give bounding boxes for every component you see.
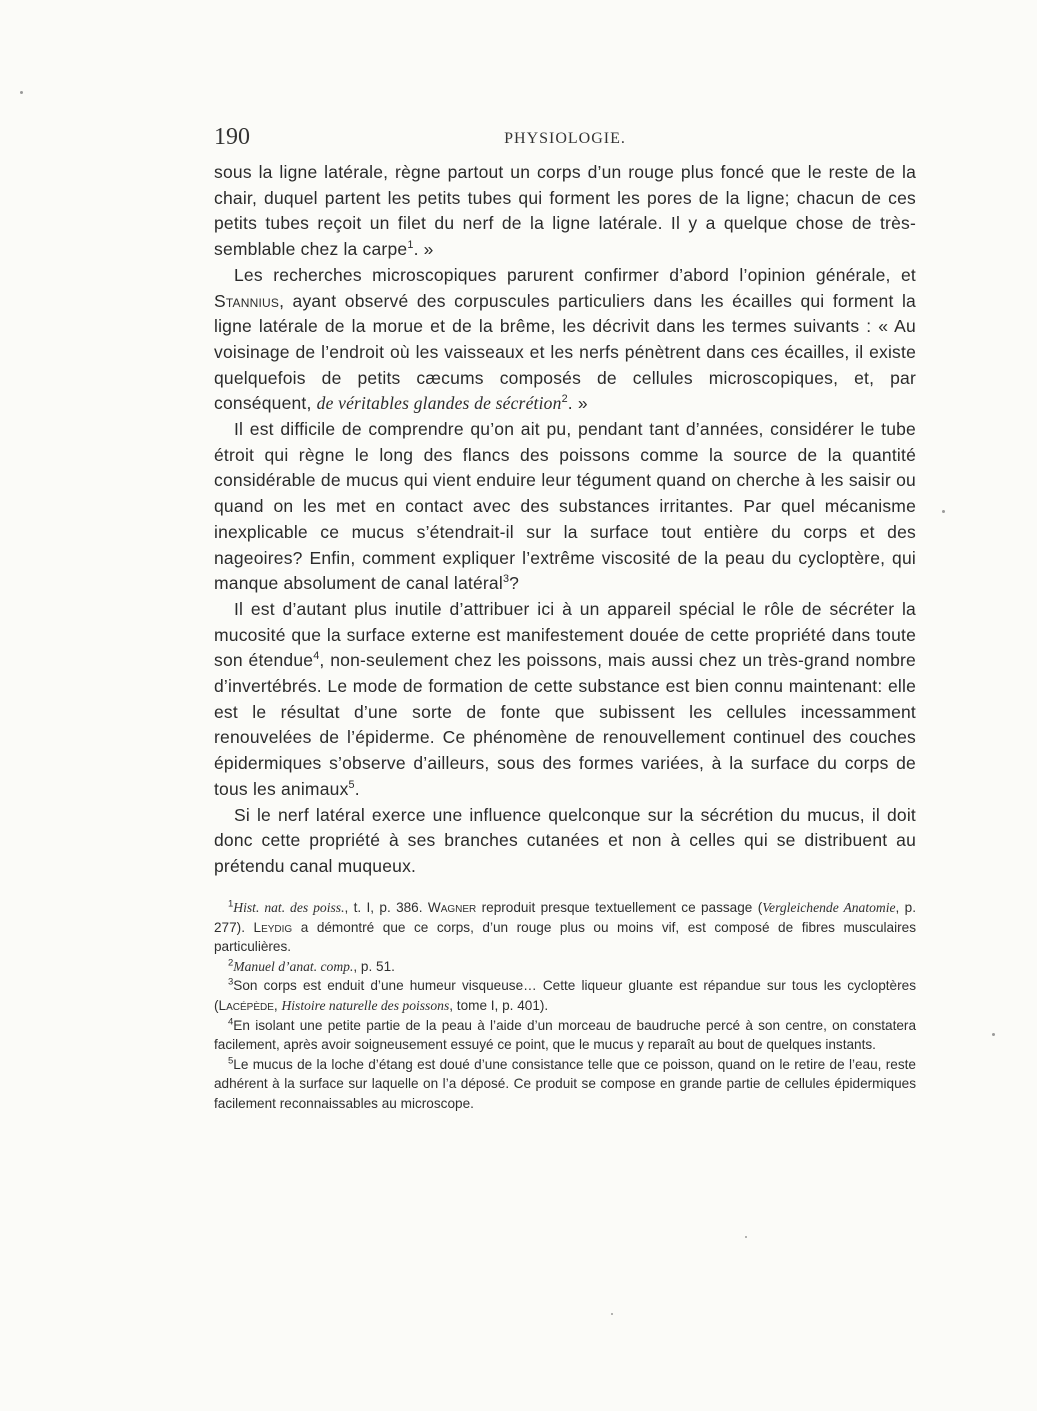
scan-speck — [611, 1313, 613, 1315]
italic-quote: de véritables glandes de sécrétion — [316, 393, 562, 414]
page-number: 190 — [214, 124, 250, 150]
paragraph-4: Il est d’autant plus inutile d’attribuer ici à un appareil spécial le rôle de sécréter la mucosité que la surface externe est manifestement douée de cette propriété dans toute son étendue$^4$, non-seulement chez les poissons, mais aussi chez un très-grand nombre d’invertébrés. Le mode de formation de cette substance est bien connu maintenant: elle est le résultat d’une sorte de fonte que subissent les cellules incessamment renouvelées de l’épiderme. Ce phénomène de renouvellement continuel des couches épidermiques s’observe d’ailleurs, sous des formes variées, à la surface du corps de tous les animaux$^5$. — [214, 598, 916, 799]
footnote-3: $^3$Son corps est enduit d’une humeur visqueuse… Cette liqueur gluante est répandue sur tous les cycloptères (Lacépède, Histoire naturelle des poissons, tome I, p. 401). — [214, 976, 916, 1013]
footnote-ref-2: 2 — [561, 393, 568, 406]
scan-speck — [745, 1236, 747, 1238]
running-title: PHYSIOLOGIE. — [504, 130, 626, 147]
footnote-ref-5: 5 — [348, 779, 355, 792]
main-text — [214, 160, 916, 880]
paragraph-5: Si le nerf latéral exerce une influence quelconque sur la sécrétion du mucus, il doit donc cette propriété à ses branches cutanées et non à celles qui se distribuent au prétendu canal muqueux. — [214, 804, 916, 876]
scan-speck — [942, 510, 945, 513]
footnote-ref-4: 4 — [313, 650, 320, 663]
footnotes — [214, 898, 916, 1114]
page-header — [214, 124, 916, 154]
paragraph-1: sous la ligne latérale, règne partout un corps d’un rouge plus foncé que le reste de la chair, duquel partent les petits tubes qui forment les pores de la ligne; chacun de ces petits tubes reçoit un filet du nerf de la ligne latérale. Il y a quelque chose de très-semblable chez la carpe$^1$. » — [214, 162, 916, 260]
author-name: Stannius — [214, 290, 280, 311]
paragraph-2: Les recherches microscopiques parurent confirmer d’abord l’opinion générale, et Stannius, ayant observé des corpuscules particuliers dans les écailles qui forment la ligne latérale de la morue et de la brême, les décrivit dans les termes suivants : « Au voisinage de l’endroit où les vaisseaux et les nerfs pénètrent dans ces écailles, il existe quelquefois de petits cæcums composés de cellules microscopiques, et, par conséquent, de véritables glandes de sécrétion$^2$. » — [214, 264, 916, 414]
paragraph-3: Il est difficile de comprendre qu’on ait pu, pendant tant d’années, considérer le tube étroit qui règne le long des flancs des poissons comme la source de la quantité considérable de mucus qui vient enduire leur tégument quand on cherche à les saisir ou quand on les met en contact avec des substances irritantes. Par quel mécanisme inexplicable ce mucus s’étendrait-il sur la surface tout entière du corps et des nageoires? Enfin, comment expliquer l’extrême viscosité de la peau du cycloptère, qui manque absolument de canal latéral$^3$? — [214, 419, 916, 594]
scan-speck — [992, 1033, 995, 1036]
footnote-5: $^5$Le mucus de la loche d’étang est doué d’une consistance telle que ce poisson, quand on le retire de l’eau, reste adhérent à la surface sur laquelle on l’a déposé. Ce produit se compose en grande partie de cellules épidermiques facilement reconnaissables au microscope. — [214, 1055, 916, 1111]
footnote-1: $^1$Hist. nat. des poiss., t. I, p. 386. Wagner reproduit presque textuellement ce passage (Vergleichende Anatomie, p. 277). Leydig a démontré que ce corps, d’un rouge plus ou moins vif, est composé de fibres musculaires particulières. — [214, 898, 917, 955]
scan-speck — [20, 91, 23, 94]
footnote-ref-1: 1 — [407, 239, 414, 252]
footnote-4: $^4$En isolant une petite partie de la peau à l’aide d’un morceau de baudruche percé à son centre, on constatera facilement, après avoir soigneusement essuyé ce point, que le mucus y reparaît au bout de quelques instants. — [214, 1016, 916, 1053]
footnote-2: $^2$Manuel d’anat. comp., p. 51. — [228, 957, 395, 974]
footnote-ref-3: 3 — [502, 573, 510, 586]
